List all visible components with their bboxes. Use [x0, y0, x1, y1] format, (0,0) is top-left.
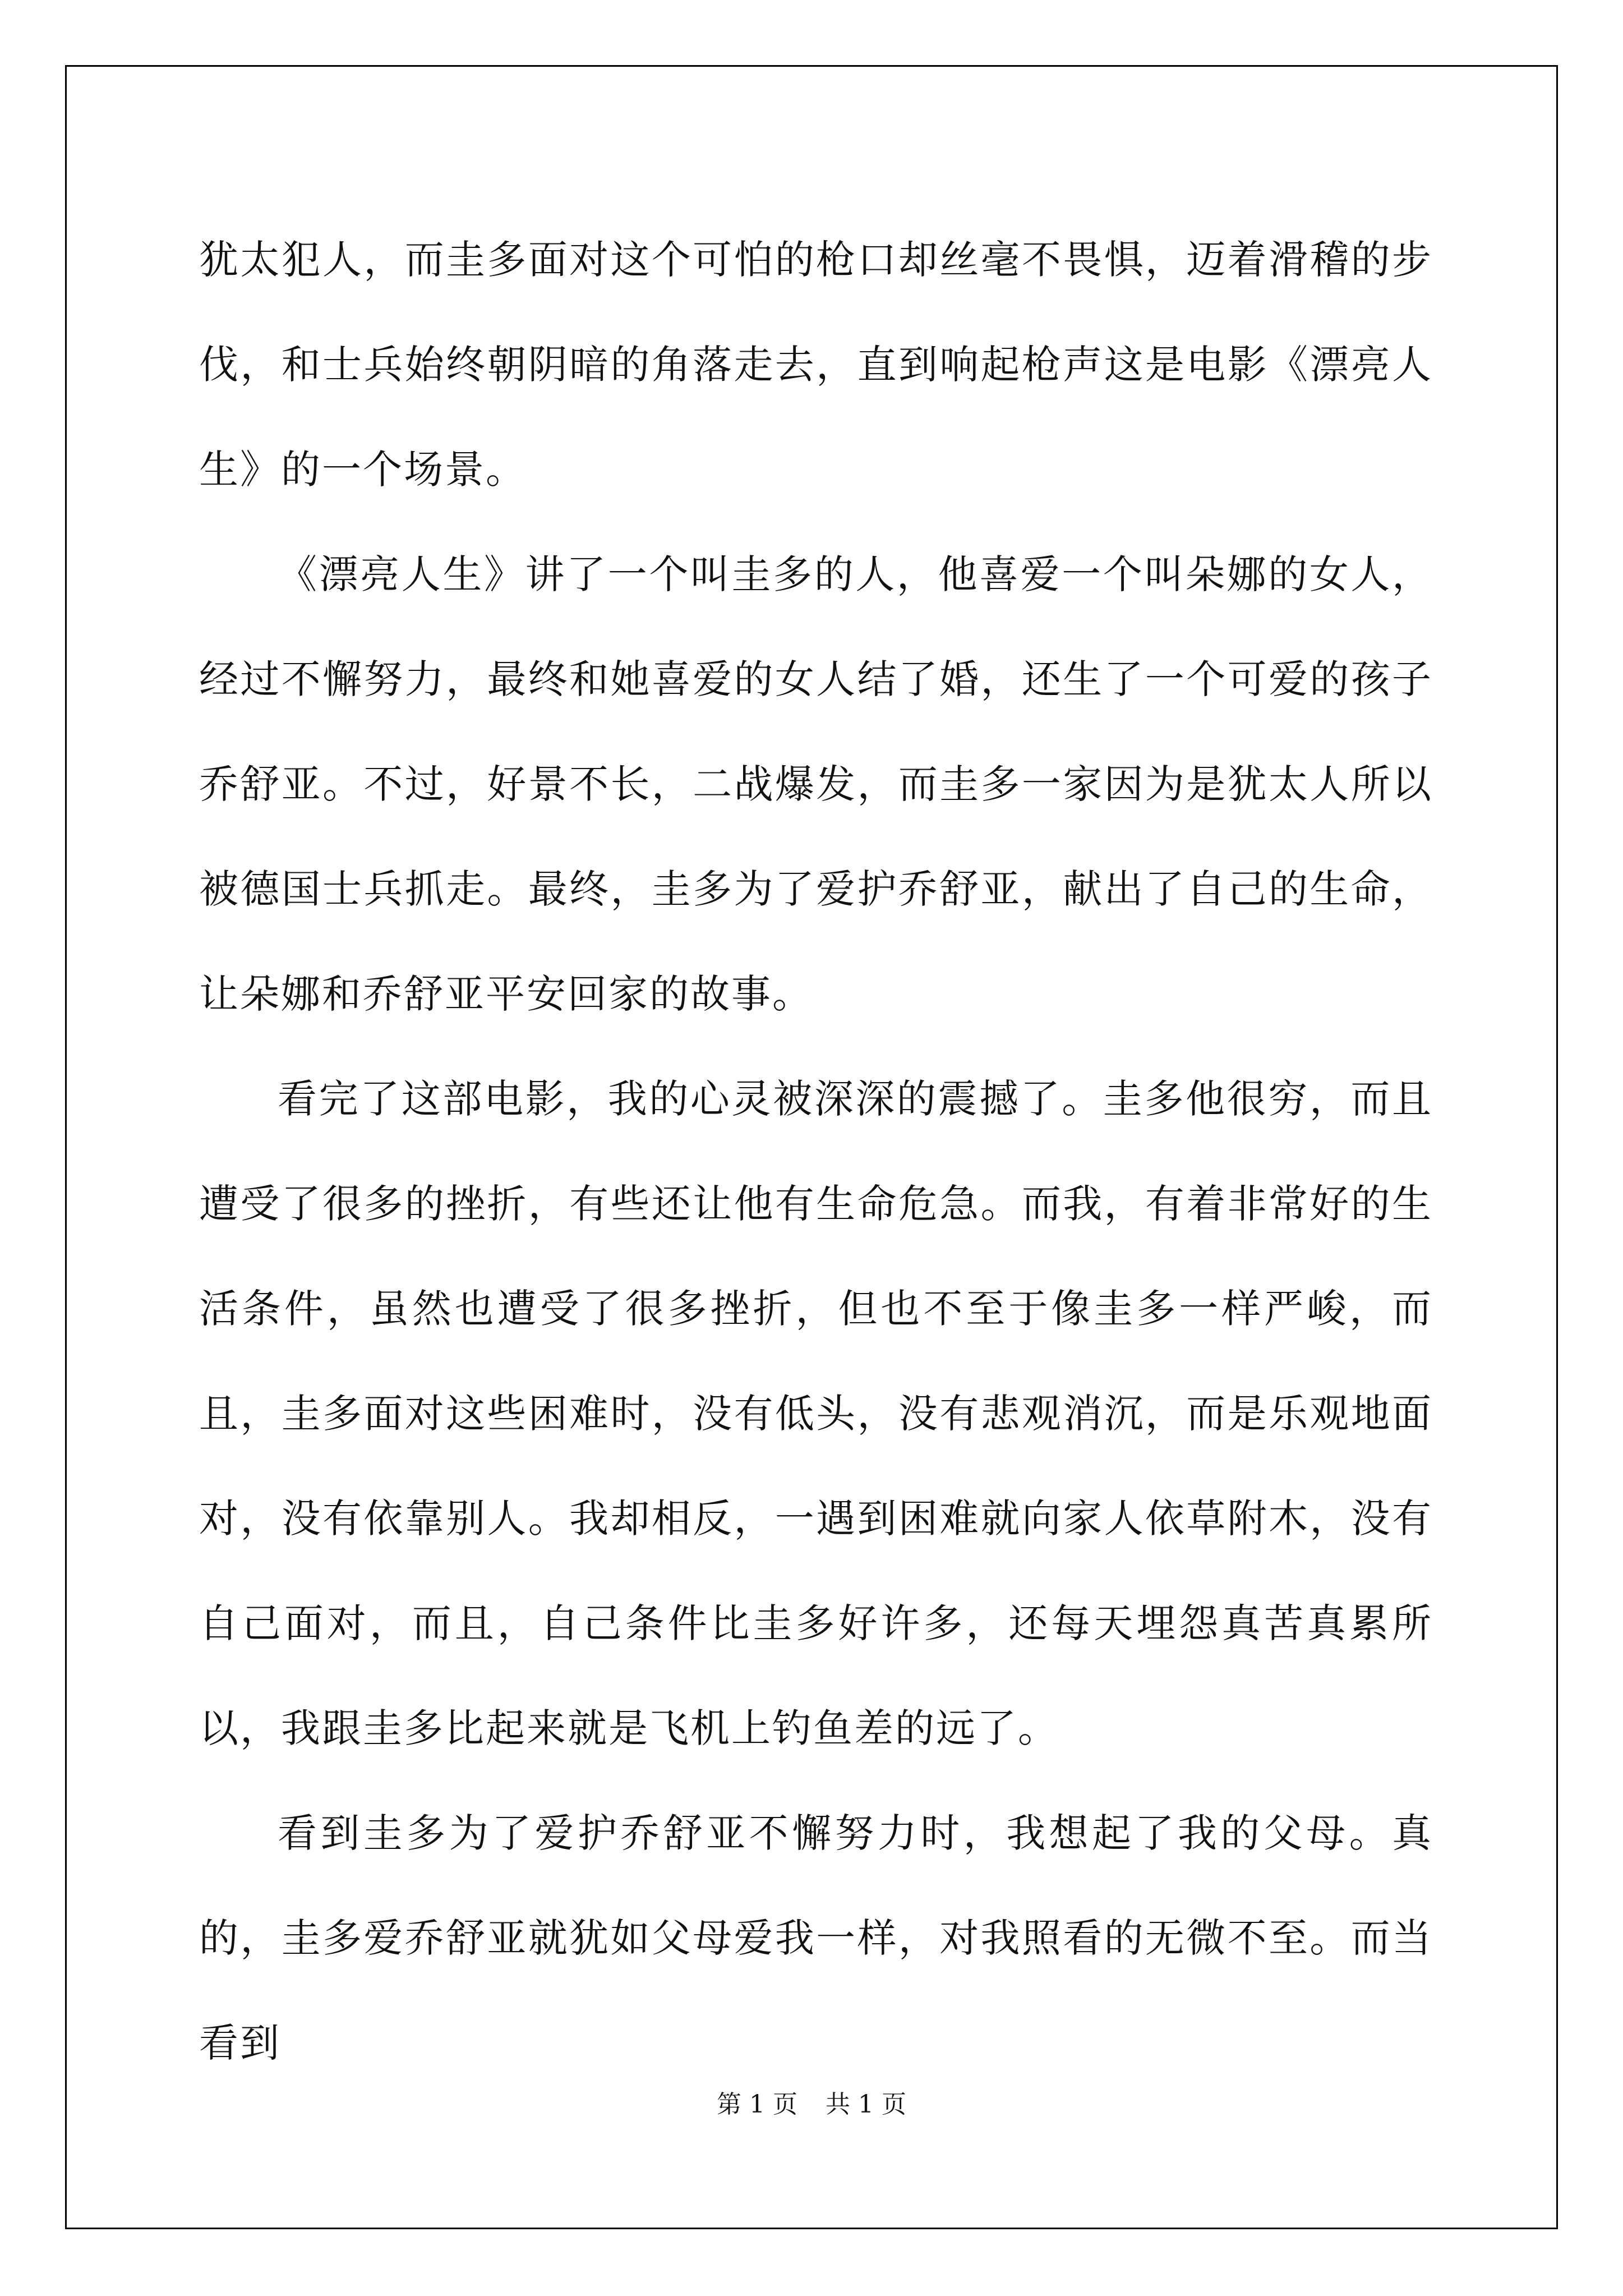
paragraph: 看到圭多为了爱护乔舒亚不懈努力时，我想起了我的父母。真的，圭多爱乔舒亚就犹如父母爱我一样，对我照看的无微不至。而当看到 [199, 1810, 1433, 2066]
page-total: 共 1 页 [826, 2090, 906, 2119]
paragraph: 犹太犯人，而圭多面对这个可怕的枪口却丝毫不畏惧，迈着滑稽的步伐，和士兵始终朝阴暗的角落走去，直到响起枪声这是电影《漂亮人生》的一个场景。 [199, 237, 1433, 493]
paragraph: 《漂亮人生》讲了一个叫圭多的人，他喜爱一个叫朵娜的女人，经过不懈努力，最终和她喜爱的女人结了婚，还生了一个可爱的孩子乔舒亚。不过，好景不长，二战爆发，而圭多一家因为是犹太人所以被德国士兵抓走。最终，圭多为了爱护乔舒亚，献出了自己的生命，让朵娜和乔舒亚平安回家的故事。 [199, 551, 1433, 1017]
page-number: 第 1 页 [717, 2090, 797, 2119]
page-footer [0, 2084, 1623, 2120]
document-body [199, 208, 1433, 2096]
paragraph: 看完了这部电影，我的心灵被深深的震撼了。圭多他很穷，而且遭受了很多的挫折，有些还让他有生命危急。而我，有着非常好的生活条件，虽然也遭受了很多挫折，但也不至于像圭多一样严峻，而且，圭多面对这些困难时，没有低头，没有悲观消沉，而是乐观地面对，没有依靠别人。我却相反，一遇到困难就向家人依草附木，没有自己面对，而且，自己条件比圭多好许多，还每天埋怨真苦真累所以，我跟圭多比起来就是飞机上钓鱼差的远了。 [199, 1076, 1433, 1751]
